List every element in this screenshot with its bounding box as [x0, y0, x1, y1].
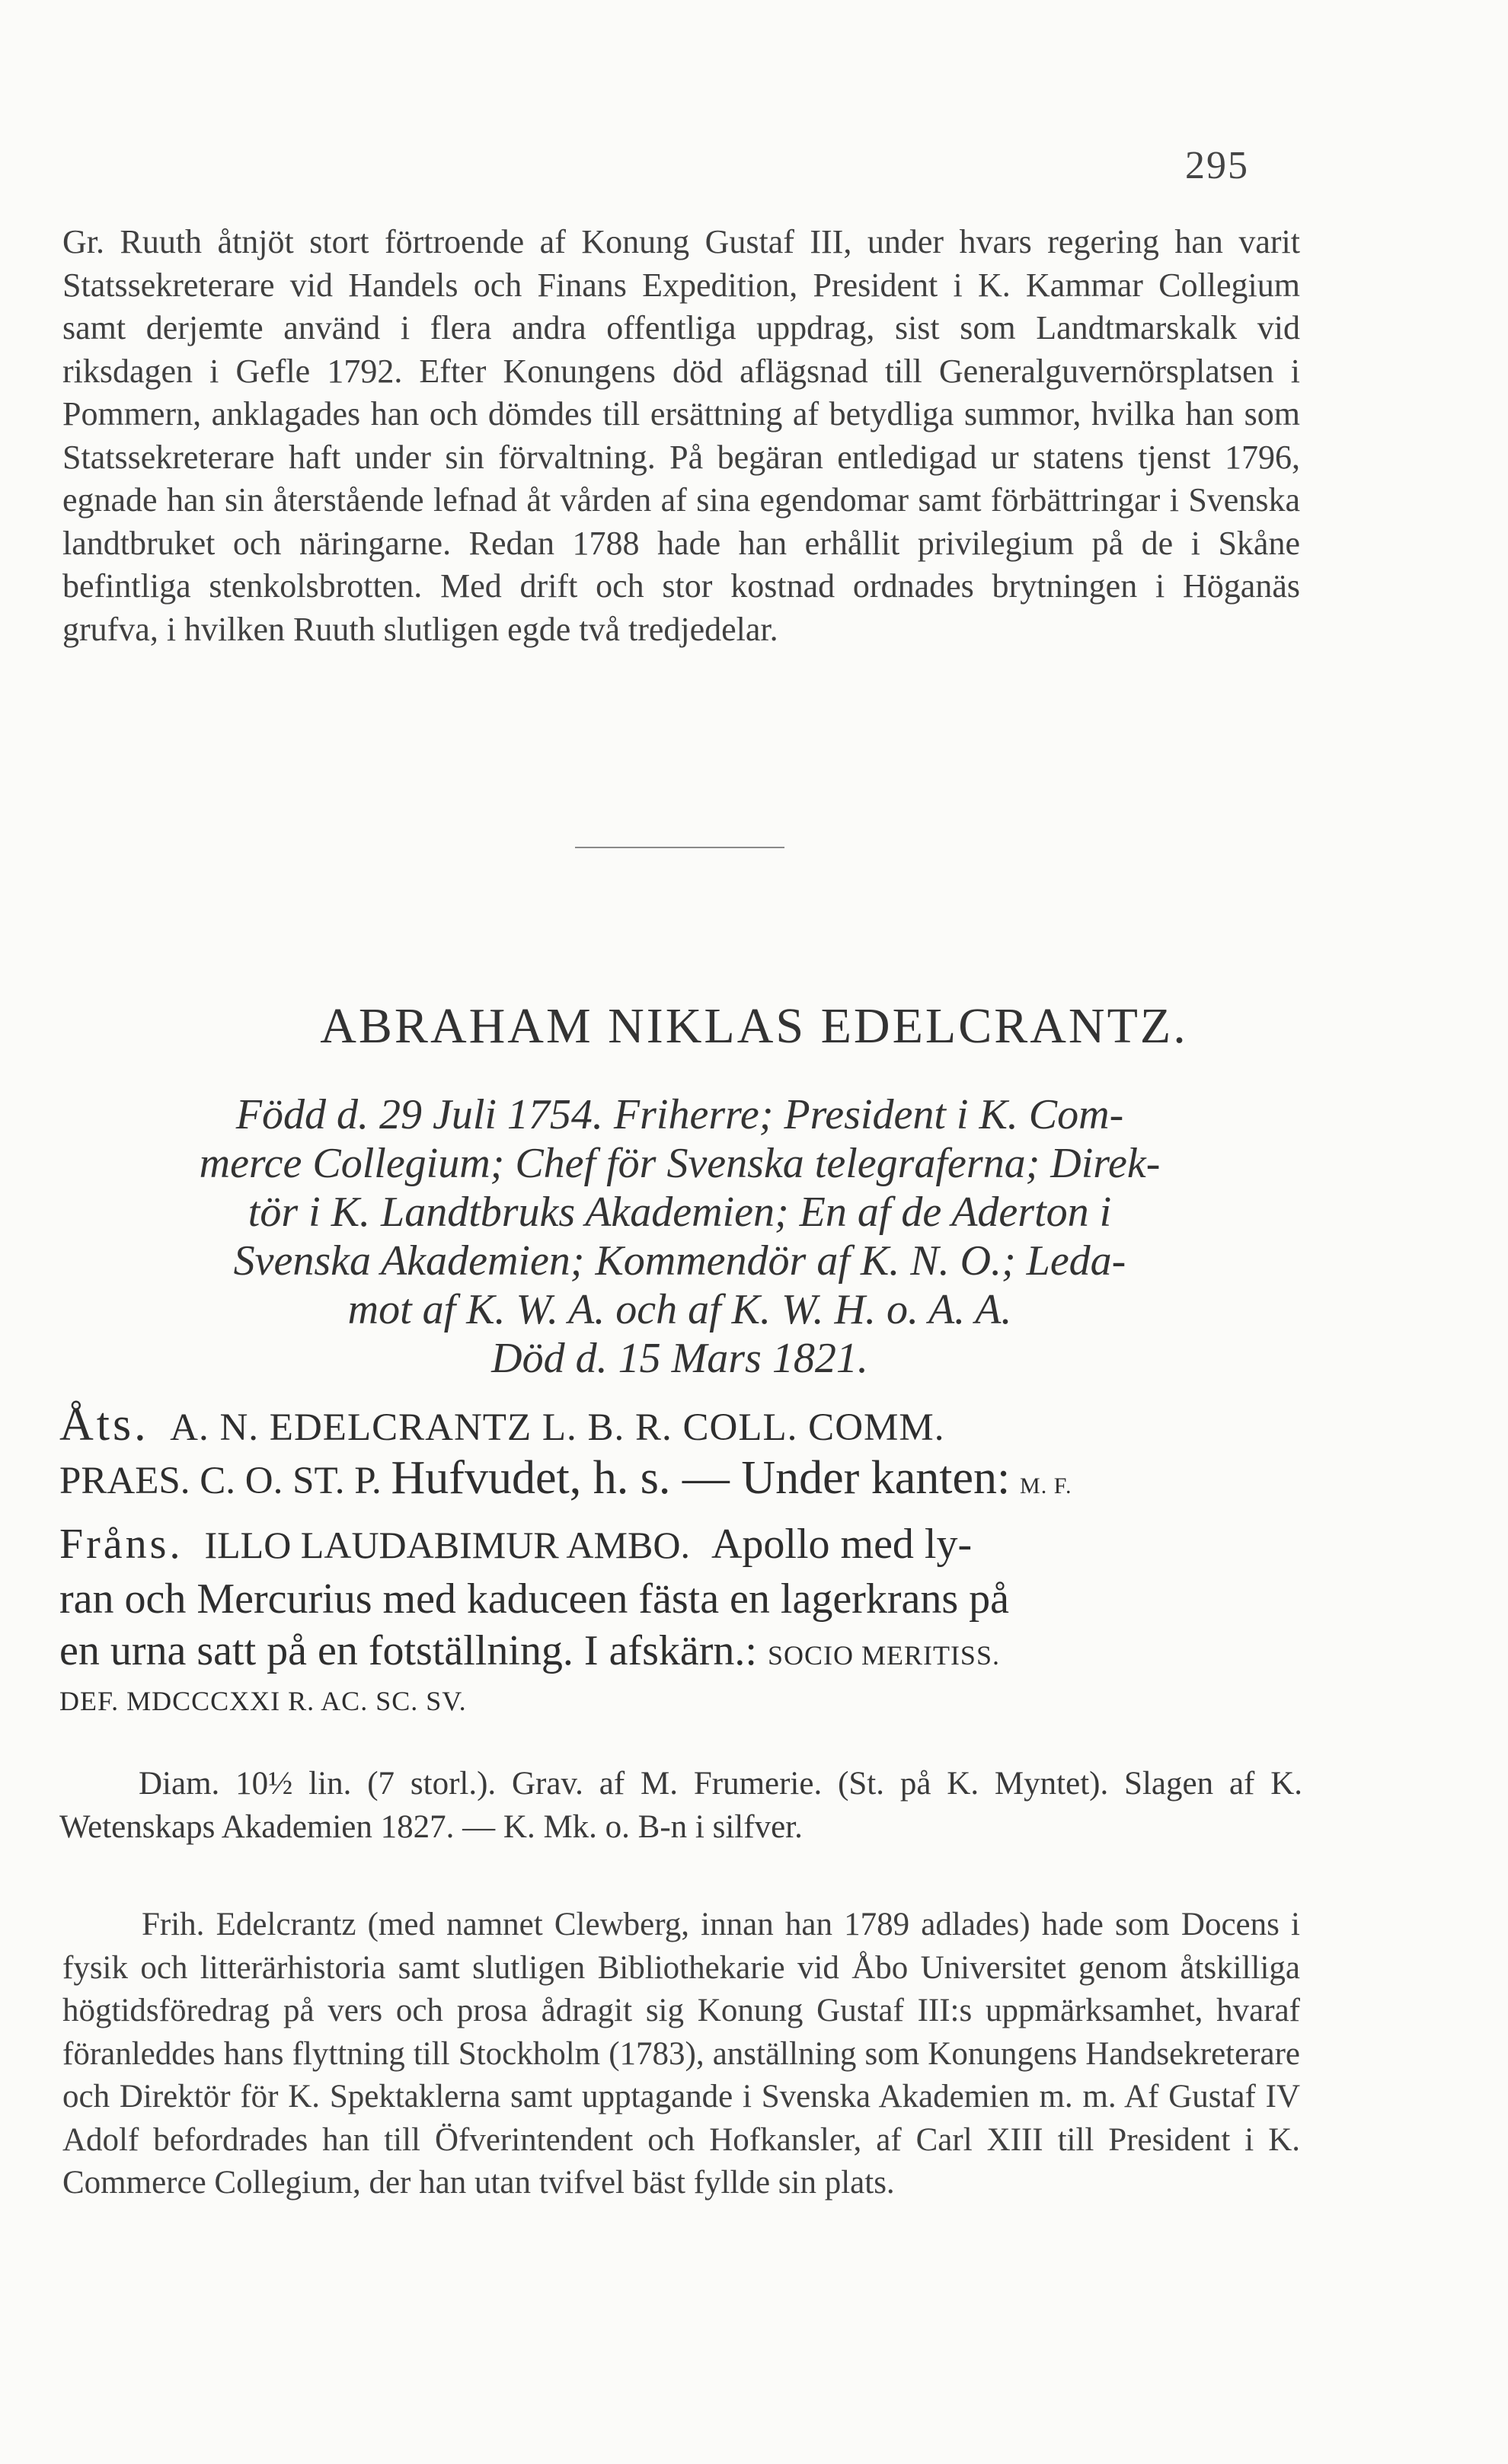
entry-heading: ABRAHAM NIKLAS EDELCRANTZ.	[320, 998, 1188, 1054]
obverse-description: Hufvudet, h. s. — Under kanten:	[391, 1452, 1011, 1504]
reverse-exergue-2: DEF. MDCCCXXI R. AC. SC. SV.	[59, 1686, 467, 1716]
bio-line: merce Collegium; Chef för Svenska telegraferna; Direk-	[199, 1140, 1161, 1187]
obverse-label: Åts.	[59, 1399, 149, 1451]
bio-line: mot af K. W. A. och af K. W. H. o. A. A.	[347, 1286, 1012, 1333]
reverse-label: Fråns.	[59, 1521, 184, 1568]
obverse-legend: A. N. EDELCRANTZ L. B. R. COLL. COMM.	[170, 1406, 945, 1449]
reverse-exergue-1: SOCIO MERITISS.	[767, 1640, 1000, 1671]
obverse-legend-cont: PRAES. C. O. ST. P.	[59, 1460, 382, 1502]
section-divider	[575, 847, 784, 848]
obverse-legend-line	[59, 1400, 1302, 1453]
obverse-description-line	[59, 1453, 1302, 1511]
reverse-description-1: Apollo med ly-	[711, 1521, 973, 1568]
previous-entry-text: Gr. Ruuth åtnjöt stort förtroende af Konung Gustaf III, under hvars regering han varit Statssekreterare vid Handels och Finans Expedition, President i K. Kammar Collegium samt derjemte använd i flera andra offentliga uppdrag, sist som Landtmarskalk vid riksdagen i Gefle 1792. Efter Konungens död aflägsnad till Generalguvernörsplatsen i Pommern, anklagades han och dömdes till ersättning af betydliga summor, hvilka han som Statssekreterare haft under sin förvaltning. På begäran entledigad ur statens tjenst 1796, egnade han sin återstående lefnad åt vården af sina egendomar samt förbättringar i Svenska landtbruket och näringarne. Redan 1788 hade han erhållit privilegium på de i Skåne befintliga stenkolsbrotten. Med drift och stor kostnad ordnades brytningen i Höganäs grufva, i hvilken Ruuth slutligen egde två tredjedelar.	[62, 223, 1300, 648]
reverse-description-2: ran och Mercurius med kaduceen fästa en lagerkrans på	[59, 1575, 1009, 1623]
reverse-description-line-3	[59, 1626, 1302, 1680]
bio-line: Född d. 29 Juli 1754. Friherre; President i K. Com-	[235, 1091, 1124, 1138]
page-number: 295	[1185, 144, 1249, 187]
bio-line-death: Död d. 15 Mars 1821.	[491, 1335, 868, 1382]
bio-line: tör i K. Landtbruks Akademien; En af de Aderton i	[248, 1189, 1112, 1236]
medal-description	[59, 1400, 1302, 1722]
biography-text: Frih. Edelcrantz (med namnet Clewberg, innan han 1789 adlades) hade som Docens i fysik och litterärhistoria samt slutligen Bibliothekarie vid Åbo Universitet genom åtskilliga högtidsföredrag på vers och prosa ådragit sig Konung Gustaf III:s uppmärksamhet, hvaraf föranleddes hans flyttning till Stockholm (1783), anställning som Konungens Handsekreterare och Direktör för K. Spektaklerna samt upptagande i Svenska Akademien m. m. Af Gustaf IV Adolf befordrades han till Öfverintendent och Hofkansler, af Carl XIII till President i K. Commerce Collegium, der han utan tvifvel bäst fyllde sin plats.	[62, 1907, 1300, 2201]
obverse-signature: M. F.	[1020, 1473, 1072, 1499]
biographical-summary	[107, 1090, 1253, 1383]
reverse-legend-line	[59, 1518, 1302, 1572]
reverse-legend: ILLO LAUDABIMUR AMBO.	[204, 1524, 690, 1566]
reverse-description-3: en urna satt på en fotställning. I afskärn.:	[59, 1627, 757, 1674]
bio-line: Svenska Akademien; Kommendör af K. N. O.; Leda-	[233, 1237, 1126, 1285]
medal-diameter-info: Diam. 10½ lin. (7 storl.). Grav. af M. Frumerie. (St. på K. Myntet). Slagen af K. Wetenskaps Akademien 1827. — K. Mk. o. B-n i silfver.	[59, 1766, 1302, 1845]
